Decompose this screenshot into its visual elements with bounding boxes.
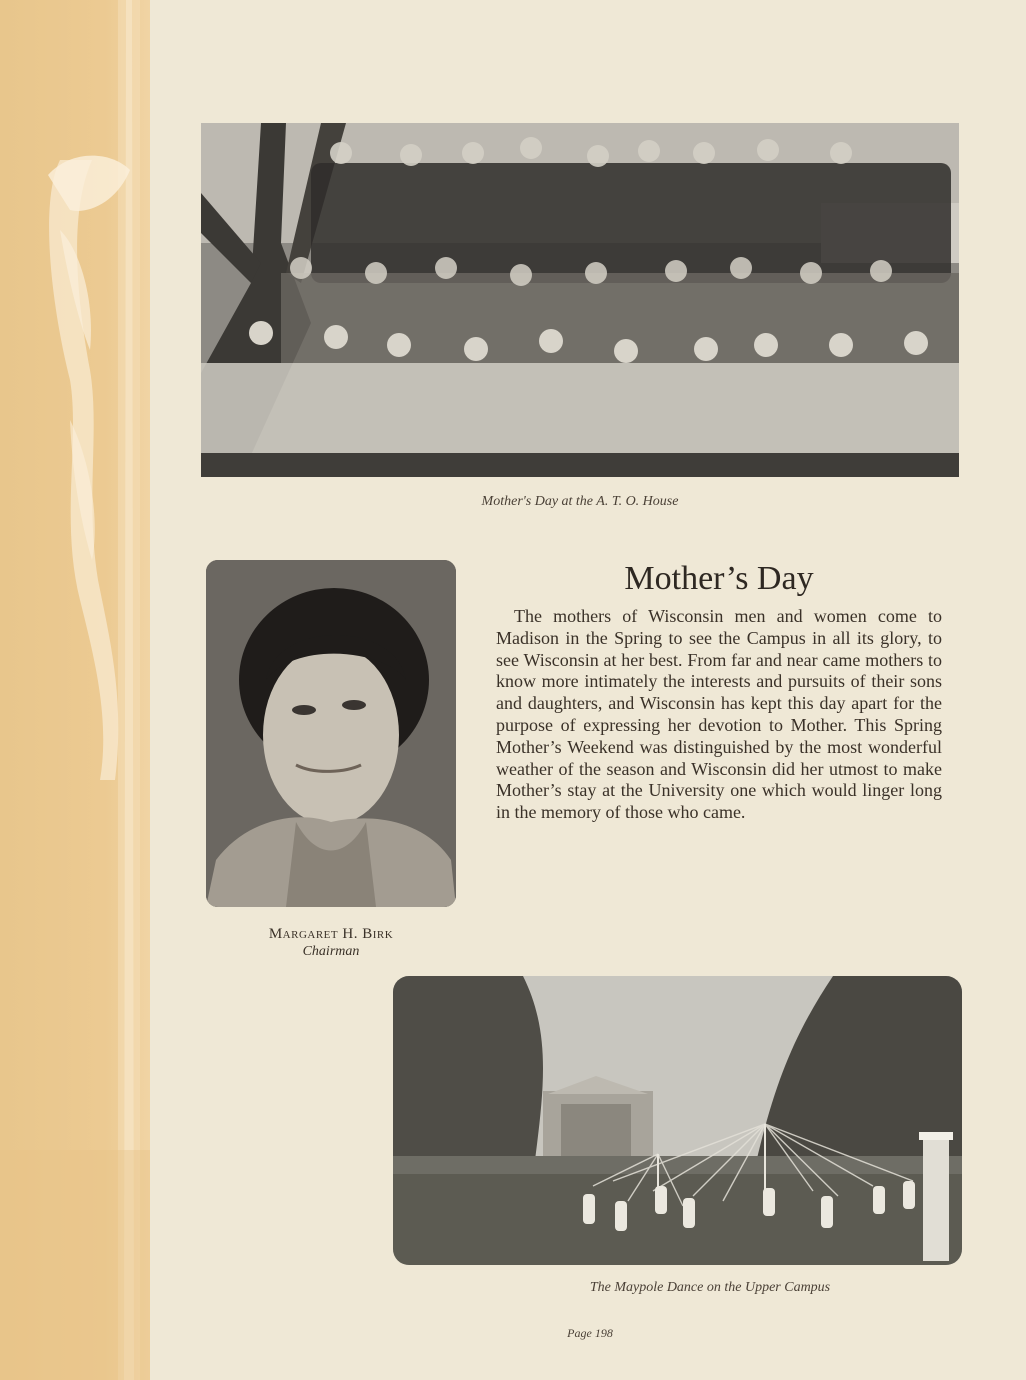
portrait-name: Margaret H. Birk: [268, 926, 394, 942]
group-photo: [201, 123, 959, 477]
portrait-illustration: [206, 560, 456, 907]
ornament-illustration: [0, 0, 150, 1380]
page-number: Page 198: [567, 1326, 613, 1340]
article-title: Mother’s Day: [624, 560, 814, 597]
group-photo-illustration: [201, 123, 959, 477]
maypole-photo-caption: The Maypole Dance on the Upper Campus: [589, 1280, 831, 1295]
decorative-margin-band: [0, 0, 150, 1380]
portrait-role: Chairman: [302, 944, 360, 959]
group-photo-caption: Mother's Day at the A. T. O. House: [481, 494, 679, 509]
portrait-photo: [206, 560, 456, 907]
article-body: The mothers of Wisconsin men and women come to Madison in the Spring to see the Campus in all its glory, to see Wisconsin at her best. From far and near came mothers to know more intimately the interests and pursuits of their sons and daughters, and Wisconsin has kept this day apart for the purpose of expressing her devotion to Mother. This Spring Mother’s Weekend was distinguished by the most wonderful weather of the season and Wisconsin did her utmost to make Mother’s stay at the University one which would linger long in the memory of those who came.: [496, 606, 942, 823]
maypole-photo: [393, 976, 962, 1265]
maypole-illustration: [393, 976, 962, 1265]
